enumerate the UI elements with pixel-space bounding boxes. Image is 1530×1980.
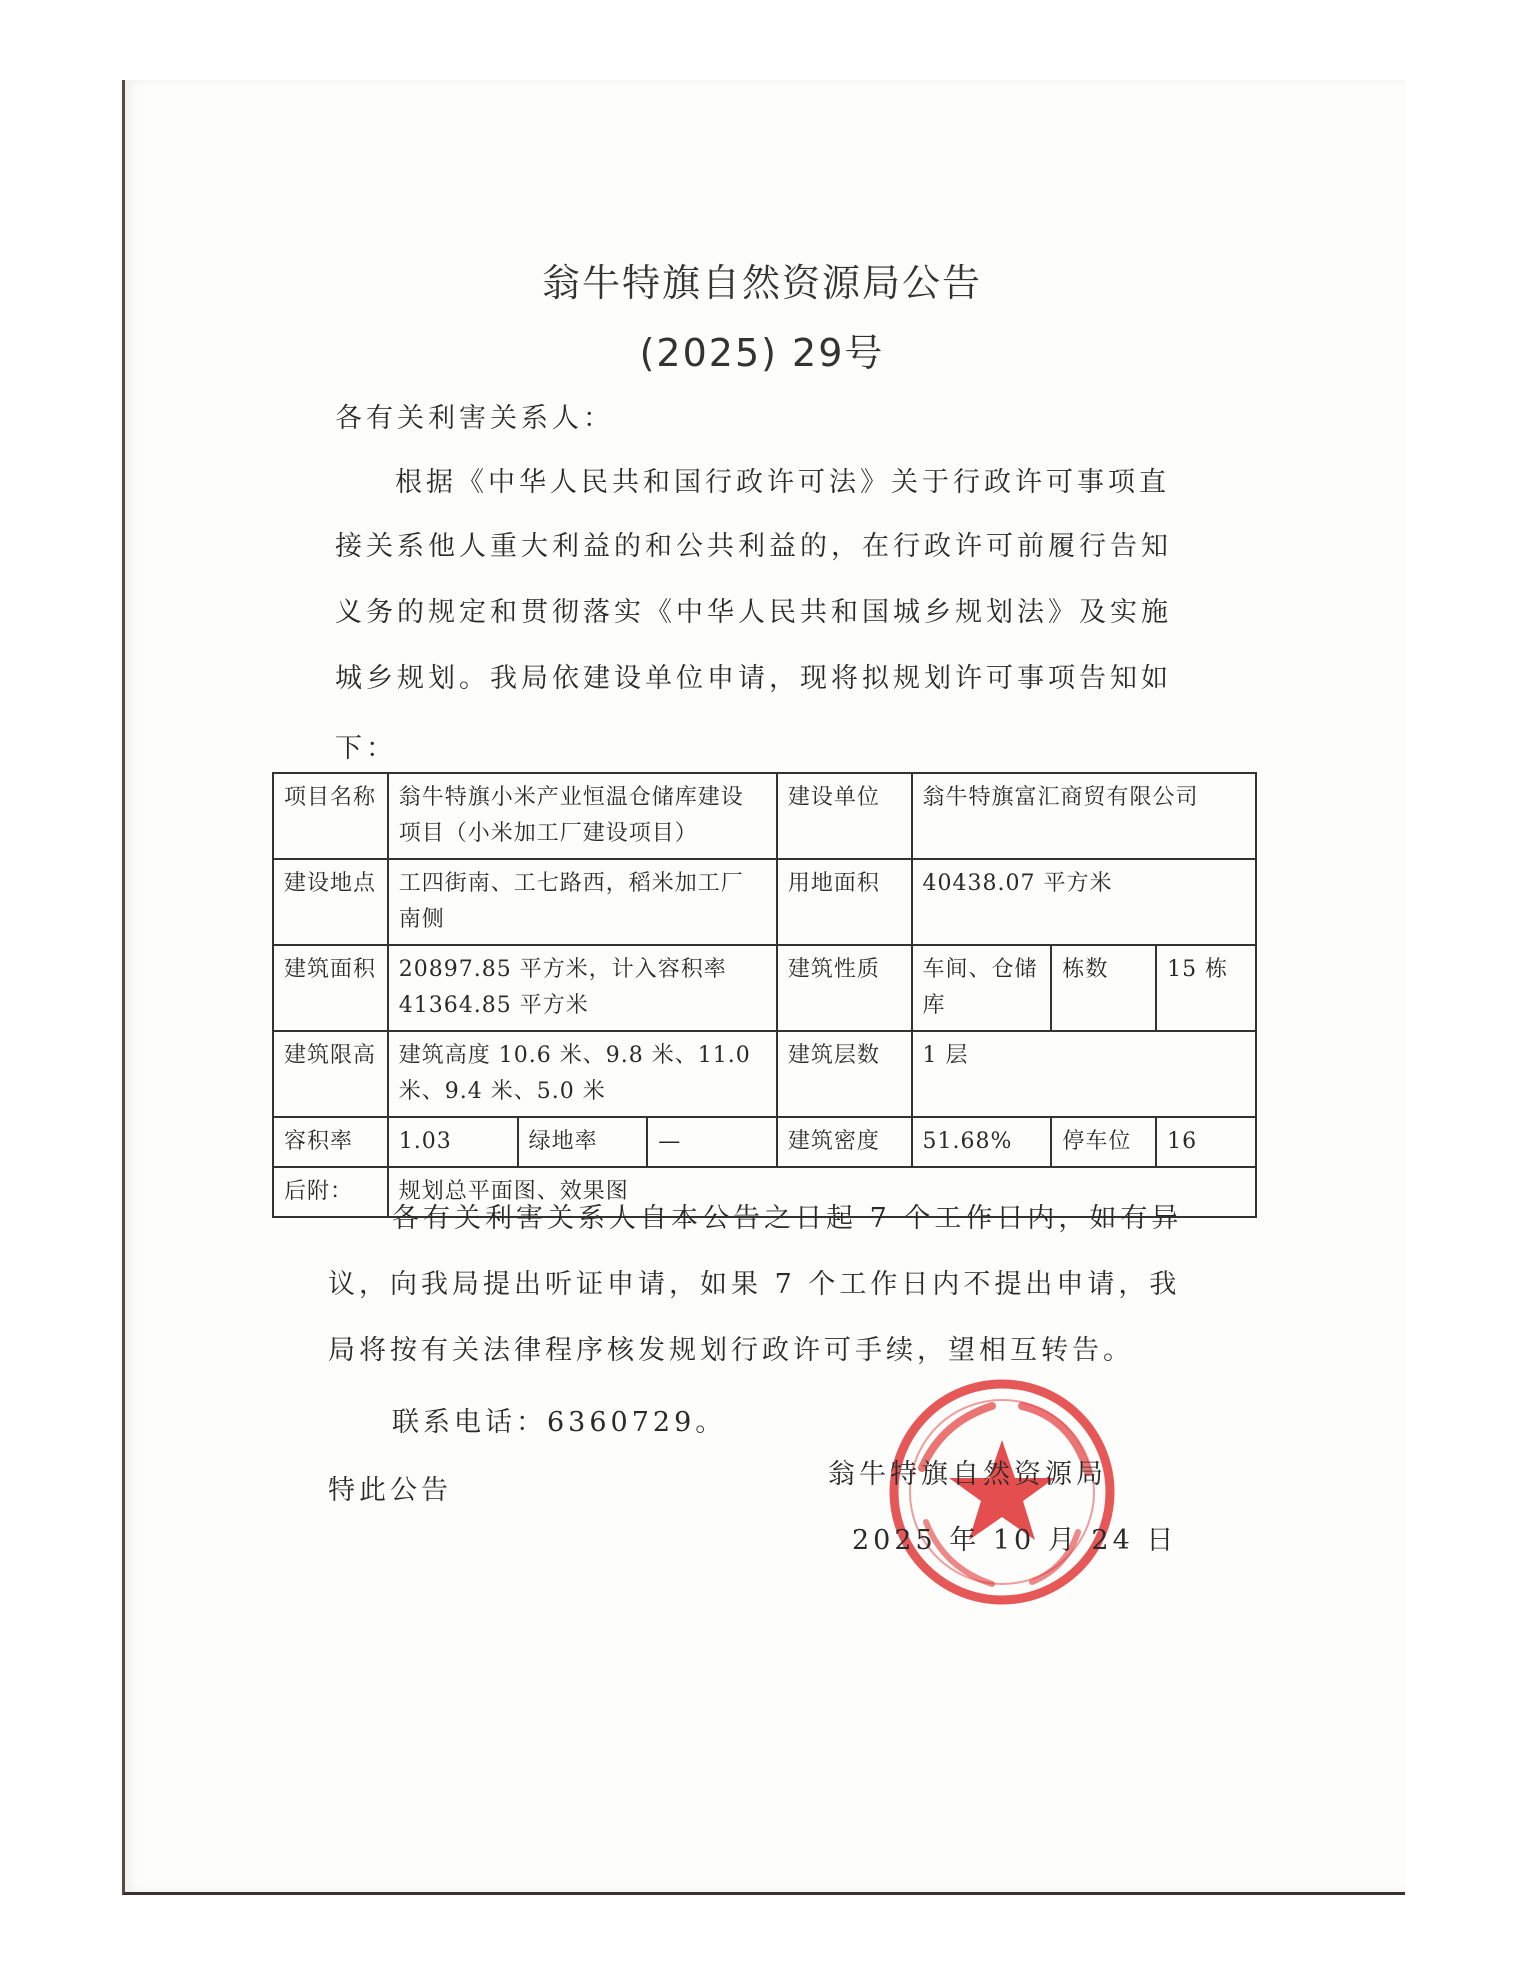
density-value: 51.68% xyxy=(912,1117,1052,1167)
intro-line-2: 接关系他人重大利益的和公共利益的，在行政许可前履行告知 xyxy=(335,531,1172,562)
parking-label: 停车位 xyxy=(1051,1117,1156,1167)
project-name-value: 翁牛特旗小米产业恒温仓储库建设项目（小米加工厂建设项目） xyxy=(388,773,777,859)
land-area-value: 40438.07 平方米 xyxy=(912,859,1257,945)
signature-date: 2025 年 10 月 24 日 xyxy=(852,1525,1178,1556)
count-value: 15 栋 xyxy=(1156,945,1256,1031)
green-value: — xyxy=(647,1117,777,1167)
intro-line-3: 义务的规定和贯彻落实《中华人民共和国城乡规划法》及实施 xyxy=(335,597,1172,628)
intro-line-4: 城乡规划。我局依建设单位申请，现将拟规划许可事项告知如 xyxy=(335,663,1172,694)
permit-info-table xyxy=(272,772,1257,1218)
document-title: 翁牛特旗自然资源局公告 xyxy=(541,261,982,305)
land-area-label: 用地面积 xyxy=(777,859,912,945)
height-value: 建筑高度 10.6 米、9.8 米、11.0 米、9.4 米、5.0 米 xyxy=(388,1031,777,1117)
floors-label: 建筑层数 xyxy=(777,1031,912,1117)
count-label: 栋数 xyxy=(1051,945,1156,1031)
project-name-label: 项目名称 xyxy=(273,773,388,859)
builder-label: 建设单位 xyxy=(777,773,912,859)
announce-text: 特此公告 xyxy=(328,1475,452,1506)
height-label: 建筑限高 xyxy=(273,1031,388,1117)
closing-line-2: 议，向我局提出听证申请，如果 7 个工作日内不提出申请，我 xyxy=(328,1269,1181,1300)
table-row xyxy=(273,859,1256,945)
intro-line-5: 下： xyxy=(335,733,397,764)
table-row xyxy=(273,773,1256,859)
closing-line-1: 各有关利害关系人自本公告之日起 7 个工作日内，如有异 xyxy=(392,1203,1183,1234)
far-label: 容积率 xyxy=(273,1117,388,1167)
official-seal-icon xyxy=(882,1372,1122,1612)
signature-org: 翁牛特旗自然资源局 xyxy=(828,1459,1107,1490)
location-label: 建设地点 xyxy=(273,859,388,945)
attach-label: 后附： xyxy=(273,1167,388,1217)
nature-label: 建筑性质 xyxy=(777,945,912,1031)
nature-value: 车间、仓储库 xyxy=(912,945,1052,1031)
salutation: 各有关利害关系人： xyxy=(335,403,614,434)
table-row xyxy=(273,945,1256,1031)
intro-line-1: 根据《中华人民共和国行政许可法》关于行政许可事项直 xyxy=(395,467,1170,498)
building-area-value: 20897.85 平方米，计入容积率 41364.85 平方米 xyxy=(388,945,777,1031)
closing-line-3: 局将按有关法律程序核发规划行政许可手续，望相互转告。 xyxy=(328,1335,1134,1366)
building-area-label: 建筑面积 xyxy=(273,945,388,1031)
green-label: 绿地率 xyxy=(518,1117,648,1167)
floors-value: 1 层 xyxy=(912,1031,1257,1117)
table-row xyxy=(273,1117,1256,1167)
far-value: 1.03 xyxy=(388,1117,518,1167)
document-number: (2025) 29号 xyxy=(639,331,885,375)
builder-value: 翁牛特旗富汇商贸有限公司 xyxy=(912,773,1257,859)
density-label: 建筑密度 xyxy=(777,1117,912,1167)
parking-value: 16 xyxy=(1156,1117,1256,1167)
table-row xyxy=(273,1031,1256,1117)
attach-value: 规划总平面图、效果图 xyxy=(388,1167,1256,1217)
contact-phone: 联系电话：6360729。 xyxy=(392,1407,727,1438)
location-value: 工四街南、工七路西，稻米加工厂南侧 xyxy=(388,859,777,945)
